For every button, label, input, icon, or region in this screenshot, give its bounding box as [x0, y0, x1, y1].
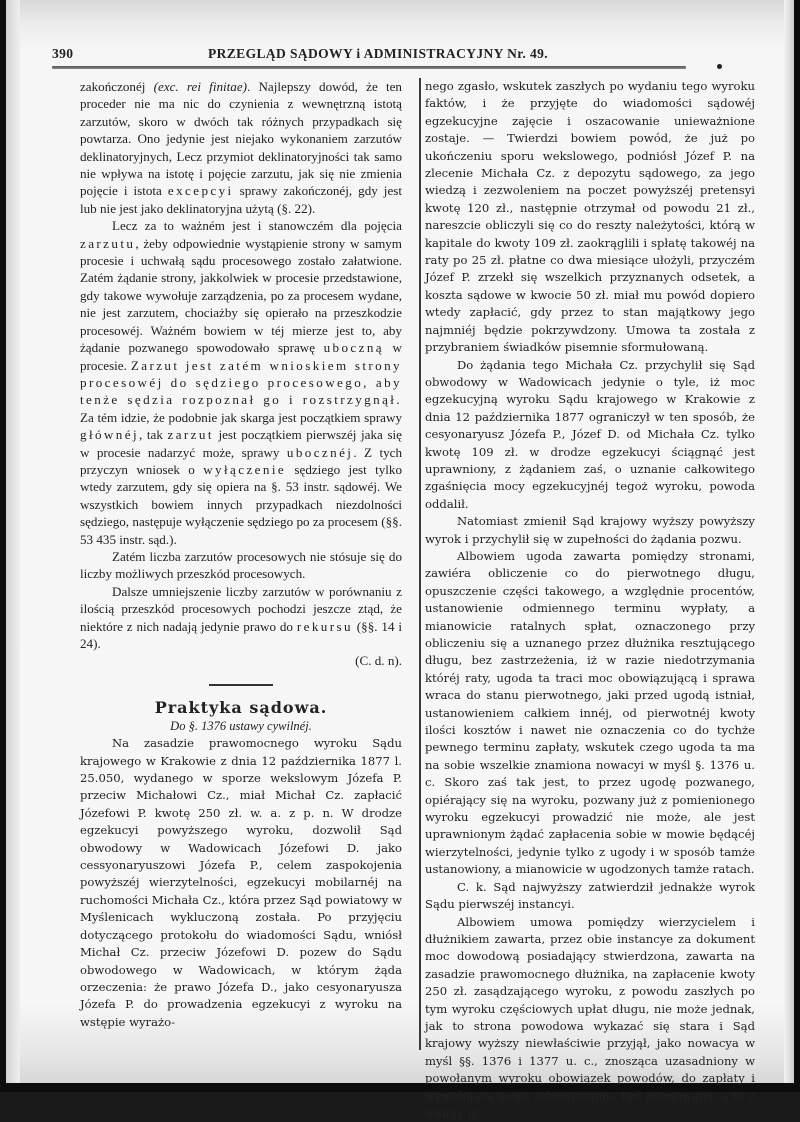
- text-run: . Najlepszy dowód, że ten proceder nie ma nic do czynienia z wewnętrzną istotą zarzutów, skoro w dwóch tak różnych przypadkach się powtarza. Ono jedynie jest niejako wykonaniem zarzutów deklinatoryjnych, Lecz przymiot deklinatoryjności tak samo nie wpływa na istotę i pojęcie zarzutu, jak się nie zmienia pojęcie i istota: [80, 79, 402, 198]
- paragraph: Albowiem umowa pomiędzy wierzycielem i dłużnikiem zawarta, przez obie instancye za dokument moc dowodową posiadający stwierdzona, zawarta na zasadzie prawomocnego dłużnika, na zapłacenie kwoty 250 zł. zasądzającego wyroku, z powodu zaszłych po tym wyroku częściowych upłat długu, nie może jednak, jak to strona powodowa wykazać się stara i Sąd krajowy wyższy niewłaściwie przyjął, jako nowacya w myśl §§. 1376 i 1377 u. c., znosząca uzasadniony w powołanym wyroku obowiązek powodów, do zapłaty i wywołującą nowe zobowiązanie, być pojmowaną, a to z uwagi, iż: [425, 914, 755, 1122]
- header-rule-dot: [717, 64, 722, 69]
- text-run: . Z tych przyczyn wniosek o: [80, 445, 402, 477]
- page-number: 390: [52, 46, 73, 62]
- text-run: sędziego jest tylko wtedy zarzutem, gdy się opiera na §. 53 instr. sądowéj. We wszystkich bowiem innych przypadkach niezdolności sędziego, następuje wyłączenie sędziego po za procesem (§§. 53 435 instr. sąd.).: [80, 462, 402, 547]
- paragraph: [80, 583, 402, 653]
- spaced-text: zarzutu: [80, 236, 135, 251]
- text-run: , żeby odpowiednie wystąpienie strony w samym procesie i uchwałą sądu procesowego zostało załatwione. Zatém żądanie strony, jakkolwiek w procesie przedstawione, gdy takowe wywołuje zarządzenia, po za procesem wydane, nie jest zarzutem, chociażby się opierało na przeszkodzie procesowéj. Ważném bowiem w téj mierze jest to, aby żądanie pozwanego spowodowało sprawę: [80, 236, 402, 355]
- section-title: Praktyka sądowa.: [80, 698, 402, 718]
- text-run: sprawy zakończonéj, gdy jest lub nie jest jako deklinatoryjna użytą (§. 22).: [80, 183, 402, 215]
- paragraph: Do żądania tego Michała Cz. przychylił się Sąd obwodowy w Wadowicach jedynie o tyle, iż moc egzekucyjną wyroku Sądu krajowego w Krakowie z dnia 12 października 1877 ograniczył w ten sposób, że cesyonaryusz Józefa P., Józef D. od Michała Cz. tylko kwotę 109 zł. w drodze egzekucyi ściągnąć jest uprawniony, z żądaniem zaś, o uznanie całkowitego zgaśnięcia mocy egzekucyjnéj tegoż wyroku, powoda oddalił.: [425, 357, 755, 514]
- left-column: [80, 78, 402, 1031]
- text-run: , tak: [139, 427, 168, 442]
- paragraph: C. k. Sąd najwyższy zatwierdził jednakże wyrok Sądu pierwszéj instancyi.: [425, 879, 755, 914]
- running-header: [52, 46, 684, 64]
- paragraph: [80, 78, 402, 217]
- spaced-text: rekursu: [297, 619, 353, 634]
- continued-note: (C. d. n).: [80, 652, 402, 669]
- section-separator: [209, 684, 273, 686]
- paragraph: nego zgasło, wskutek zaszłych po wydaniu tego wyroku faktów, i że przyjęte do wiadomości sądowéj egzekucyjne zajęcie i oszacowanie unieważnione zostaje. — Twierdzi bowiem powód, że już po ukończeniu sporu wekslowego, podniósł Józef P. na zlecenie Michała Cz. z depozytu sądowego, za jego wiedzą i zezwoleniem na poczet powyższéj pretensyi kwotę 120 zł., następnie otrzymał od powodu 21 zł., nareszcie obliczyli się co do reszty należytości, którą w kapitale do kwoty 109 zł. zaokrąglili i spłatę takowéj na raty po 25 zł. płatne co dwa miesiące ułożyli, przyczém Józef P. zrzekł się wszelkich przyznanych odsetek, a koszta sądowe w kwocie 50 zł. miał mu powód dopiero wtedy zapłacić, gdy przez to stan majątkowy jego najmniéj będzie pokrzywdzony. Umowa ta została z przybraniem świadków pisemnie sformułowaną.: [425, 78, 755, 357]
- journal-title: PRZEGLĄD SĄDOWY i ADMINISTRACYJNY Nr. 49.: [52, 46, 684, 62]
- spaced-text: głównéj: [80, 427, 139, 442]
- text-run: Lecz za to ważném jest i stanowczém dla pojęcia: [112, 218, 402, 233]
- italic-text: (exc. rei finitae): [154, 79, 247, 94]
- text-run: Za tém idzie, że podobnie jak skarga jest początkiem sprawy: [80, 410, 402, 425]
- column-divider: [419, 78, 421, 1050]
- paragraph: Albowiem ugoda zawarta pomiędzy stronami, zawiéra obliczenie co do pierwotnego długu, opuszczenie części takowego, a względnie procentów, ustanowienie odmiennego terminu wypłaty, a mianowicie ratalnych spłat, oznaczonego przy obliczeniu się a uznanego przez dłużnika resztującego długu, bez zastrzeżenia, iż w razie niedotrzymania któréj raty, ugoda ta traci moc obowiązującą i sprawa wraca do stanu pierwotnego, jaki przed ugodą istniał, ustanowieniem całkiem innéj, od pierwotnéj kwoty ilości kosztów i nawet nie oznaczenia co do tychże pewnego terminu zapłaty, wskutek czego ugoda ta ma na sobie wszelkie znamiona nowacyi w myśl §. 1376 u. c. Skoro zaś tak jest, to przez ugodę pozwanego, opiérający się na wyroku, pozwany już z pomienionego wyroku egzekucyi prowadzić nie może, ale jest uprawnionym żądać zapłacenia sobie w mowie będącéj wierzytelności, jedynie tylko z ugody i w sposób tamże ustanowiony, a mianowicie w ugodzonych tamże ratach.: [425, 548, 755, 879]
- page-edge-left: [6, 0, 20, 1083]
- paragraph: Zatém liczba zarzutów procesowych nie stósuje się do liczby możliwych przeszkód procesowych.: [80, 548, 402, 583]
- paragraph: Natomiast zmienił Sąd krajowy wyższy powyższy wyrok i przychylił się w zupełności do żądania pozwu.: [425, 513, 755, 548]
- paragraph: [80, 217, 402, 548]
- spaced-text: excepcyi: [168, 183, 234, 198]
- text-run: jest początkiem pierwszéj jaka się w procesie nadarzyć może, sprawy: [80, 427, 402, 459]
- text-run: Dalsze umniejszenie liczby zarzutów w porównaniu z ilością przeszkód procesowych pochodzi jeszcze ztąd, że niektóre z nich nadają jedynie prawo do: [80, 584, 402, 634]
- spaced-text: ubocznéj: [287, 445, 353, 460]
- text-run: (§§. 14 i 24).: [80, 619, 402, 651]
- right-column: [425, 78, 755, 1122]
- spaced-text: Zarzut jest zatém wnioskiem strony procesowéj do sędziego procesowego, aby tenże sędzia rozpoznał go i rozstrzygnął.: [80, 358, 402, 408]
- text-run: w procesie.: [80, 340, 402, 372]
- page-edge-right: [784, 0, 794, 1083]
- text-run: zakończonéj: [80, 79, 154, 94]
- spaced-text: uboczną: [324, 340, 384, 355]
- spaced-text: zarzut: [167, 427, 213, 442]
- spaced-text: wyłączenie: [203, 462, 286, 477]
- section-subtitle: Do §. 1376 ustawy cywilnéj.: [80, 718, 402, 735]
- header-rule: [52, 66, 686, 69]
- paragraph: Na zasadzie prawomocnego wyroku Sądu krajowego w Krakowie z dnia 12 października 1877 l. 25.050, wydanego w sporze wekslowym Józefa P. przeciw Michałowi Cz., miał Michał Cz. zapłacić Józefowi P. kwotę 250 zł. w. a. z p. n. W drodze egzekucyi powyższego wyroku, dozwolił Sąd obwodowy w Wadowicach Józefowi D. jako cessyonaryuszowi Józefa P., celem zaspokojenia powyższéj wierzytelności, egzekucyi mobilarnéj na ruchomości Michała Cz., która przez Sąd powiatowy w Myślenicach wykluczoną została. Po przyjęciu dotyczącego protokołu do wiadomości Sądu, wniósł Michał Cz. przeciw Józefowi D. pozew do Sądu obwodowego w Wadowicach, w którym żąda orzeczenia: że prawo Józefa D., jako cesyonaryusza Józefa P. do prowadzenia egzekucyi z wyroku na wstępie wyrażo-: [80, 735, 402, 1031]
